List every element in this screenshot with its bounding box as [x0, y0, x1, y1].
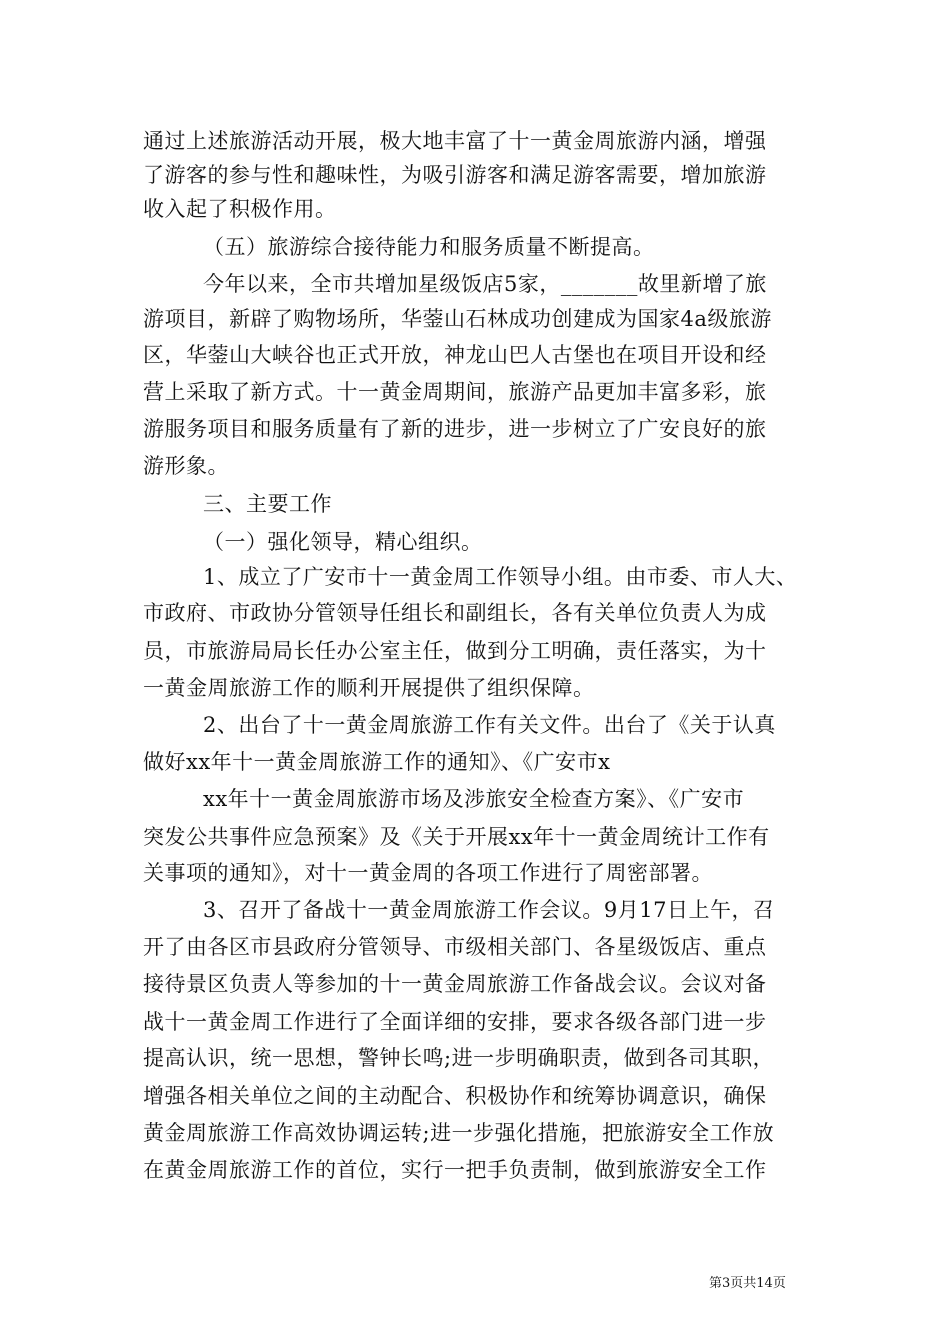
text-line: 游形象。 [143, 454, 229, 478]
text-line: 市政府、市政协分管领导任组长和副组长，各有关单位负责人为成 [143, 601, 767, 625]
text-line: 增强各相关单位之间的主动配合、积极协作和统筹协调意识，确保 [143, 1084, 767, 1108]
text-line: 接待景区负责人等参加的十一黄金周旅游工作备战会议。会议对备 [143, 972, 767, 996]
text-line: 提高认识，统一思想，警钟长鸣;进一步明确职责，做到各司其职， [143, 1046, 775, 1070]
text-line: 游项目，新辟了购物场所，华蓥山石林成功创建成为国家4a级旅游 [143, 307, 772, 331]
text-line: 战十一黄金周工作进行了全面详细的安排，要求各级各部门进一步 [143, 1010, 767, 1034]
section-heading: 三、主要工作 [203, 492, 332, 516]
text-line: 营上采取了新方式。十一黄金周期间，旅游产品更加丰富多彩，旅 [143, 380, 767, 404]
text-line: xx年十一黄金周旅游市场及涉旅安全检查方案》、《广安市 [203, 787, 745, 811]
text-line: 区，华蓥山大峡谷也正式开放，神龙山巴人古堡也在项目开设和经 [143, 343, 767, 367]
text-line: 开了由各区市县政府分管领导、市级相关部门、各星级饭店、重点 [143, 935, 767, 959]
text-line: 通过上述旅游活动开展，极大地丰富了十一黄金周旅游内涵，增强 [143, 129, 767, 153]
text-line: 一黄金周旅游工作的顺利开展提供了组织保障。 [143, 676, 595, 700]
section-heading: （五）旅游综合接待能力和服务质量不断提高。 [203, 235, 655, 259]
section-heading: （一）强化领导，精心组织。 [203, 530, 483, 554]
text-line: 在黄金周旅游工作的首位，实行一把手负责制，做到旅游安全工作 [143, 1158, 767, 1182]
text-line: 做好xx年十一黄金周旅游工作的通知》、《广安市x [143, 750, 611, 774]
text-line: 收入起了积极作用。 [143, 197, 337, 221]
text-line: 3、召开了备战十一黄金周旅游工作会议。9月17日上午，召 [203, 898, 775, 922]
text-line: 突发公共事件应急预案》及《关于开展xx年十一黄金周统计工作有 [143, 825, 770, 849]
text-line: 了游客的参与性和趣味性，为吸引游客和满足游客需要，增加旅游 [143, 163, 767, 187]
text-line: 今年以来，全市共增加星级饭店5家，_______故里新增了旅 [203, 272, 767, 296]
text-line: 黄金周旅游工作高效协调运转;进一步强化措施，把旅游安全工作放 [143, 1121, 775, 1145]
page-number: 第3页共14页 [709, 1276, 786, 1291]
text-line: 员，市旅游局局长任办公室主任，做到分工明确，责任落实，为十 [143, 639, 767, 663]
text-line: 关事项的通知》，对十一黄金周的各项工作进行了周密部署。 [143, 861, 713, 885]
text-line: 1、成立了广安市十一黄金周工作领导小组。由市委、市人大、 [203, 565, 798, 589]
text-line: 游服务项目和服务质量有了新的进步，进一步树立了广安良好的旅 [143, 417, 767, 441]
text-line: 2、出台了十一黄金周旅游工作有关文件。出台了《关于认真 [203, 713, 776, 737]
